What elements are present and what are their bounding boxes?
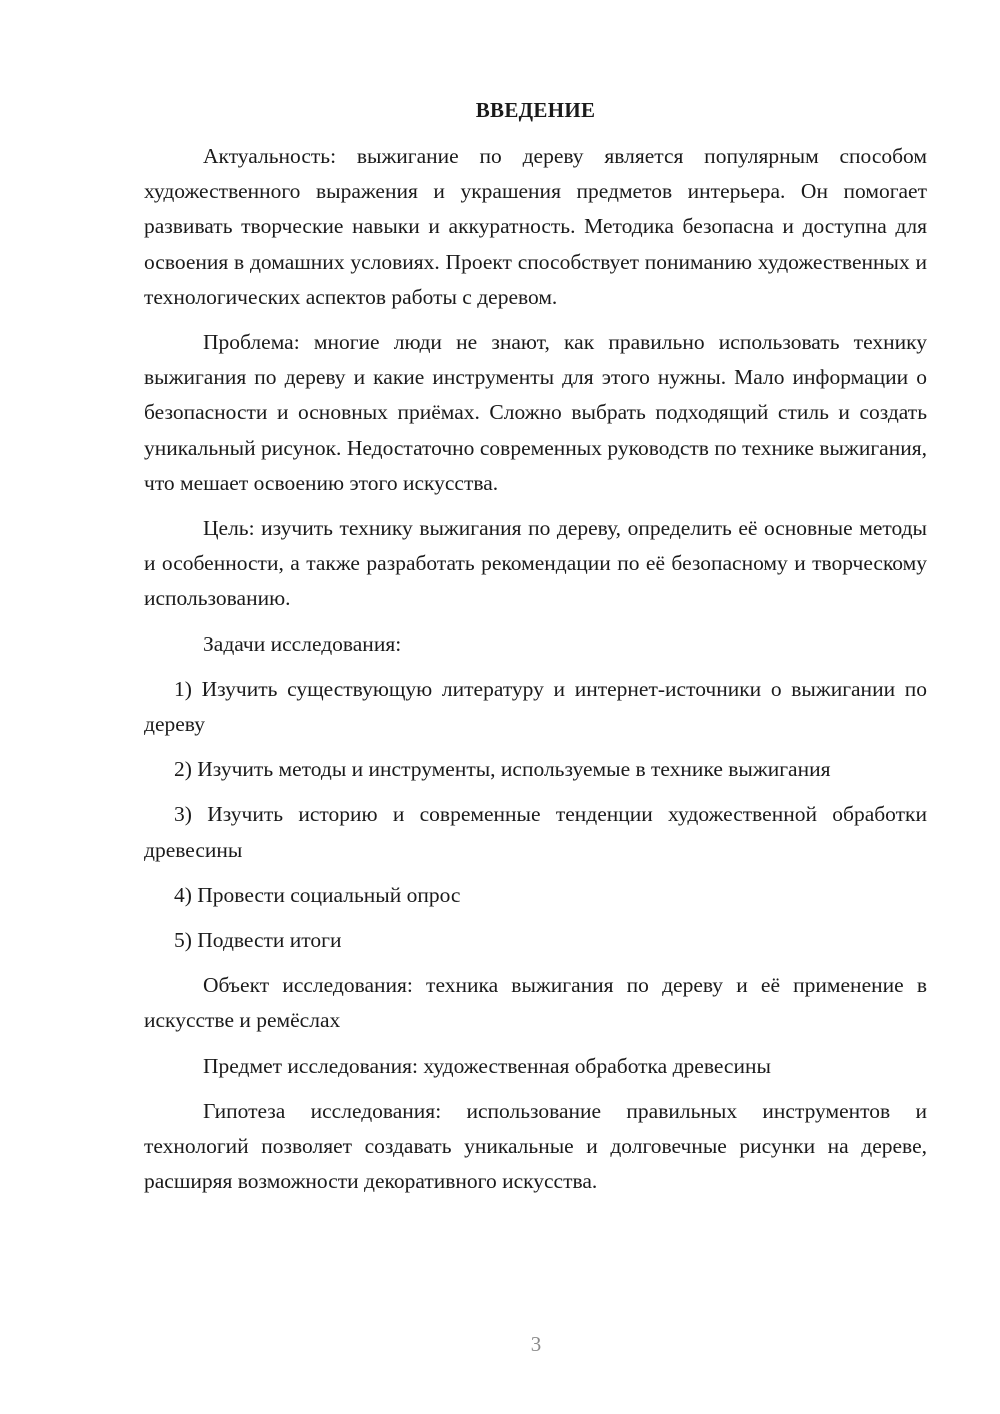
task-item-5: 5) Подвести итоги [174, 928, 342, 953]
page-title: ВВЕДЕНИЕ [475, 98, 596, 122]
paragraph-problem: Проблема: многие люди не знают, как правильно использовать технику выжигания по дереву и какие инструменты для этого нужны. Мало информации о безопасности и основных приёмах. Сложно выбрать подходящий стиль и создать уникальный рисунок. Недостаточно современных руководств по технике выжигания, что мешает освоению этого искусства. [144, 330, 927, 495]
paragraph-object: Объект исследования: техника выжигания по дереву и её применение в искусстве и ремёслах [144, 973, 927, 1033]
task-item-2: 2) Изучить методы и инструменты, используемые в технике выжигания [174, 757, 831, 782]
tasks-heading: Задачи исследования: [203, 631, 402, 656]
task-item-3: 3) Изучить историю и современные тенденции художественной обработки древесины [144, 802, 927, 862]
paragraph-goal: Цель: изучить технику выжигания по дереву, определить её основные методы и особенности, а также разработать рекомендации по её безопасному и творческому использованию. [144, 516, 927, 611]
page-number: 3 [530, 1332, 542, 1356]
paragraph-subject: Предмет исследования: художественная обработка древесины [203, 1053, 771, 1078]
paragraph-hypothesis: Гипотеза исследования: использование правильных инструментов и технологий позволяет создавать уникальные и долговечные рисунки на дереве, расширяя возможности декоративного искусства. [144, 1098, 927, 1194]
page-content [144, 93, 927, 1209]
paragraph-relevance: Актуальность: выжигание по дереву является популярным способом художественного выражения и украшения предметов интерьера. Он помогает развивать творческие навыки и аккуратность. Методика безопасна и доступна для освоения в домашних условиях. Проект способствует пониманию художественных и технологических аспектов работы с деревом. [144, 144, 927, 309]
task-item-4: 4) Провести социальный опрос [174, 882, 461, 907]
task-item-1: 1) Изучить существующую литературу и интернет-источники о выжигании по дереву [144, 676, 927, 737]
